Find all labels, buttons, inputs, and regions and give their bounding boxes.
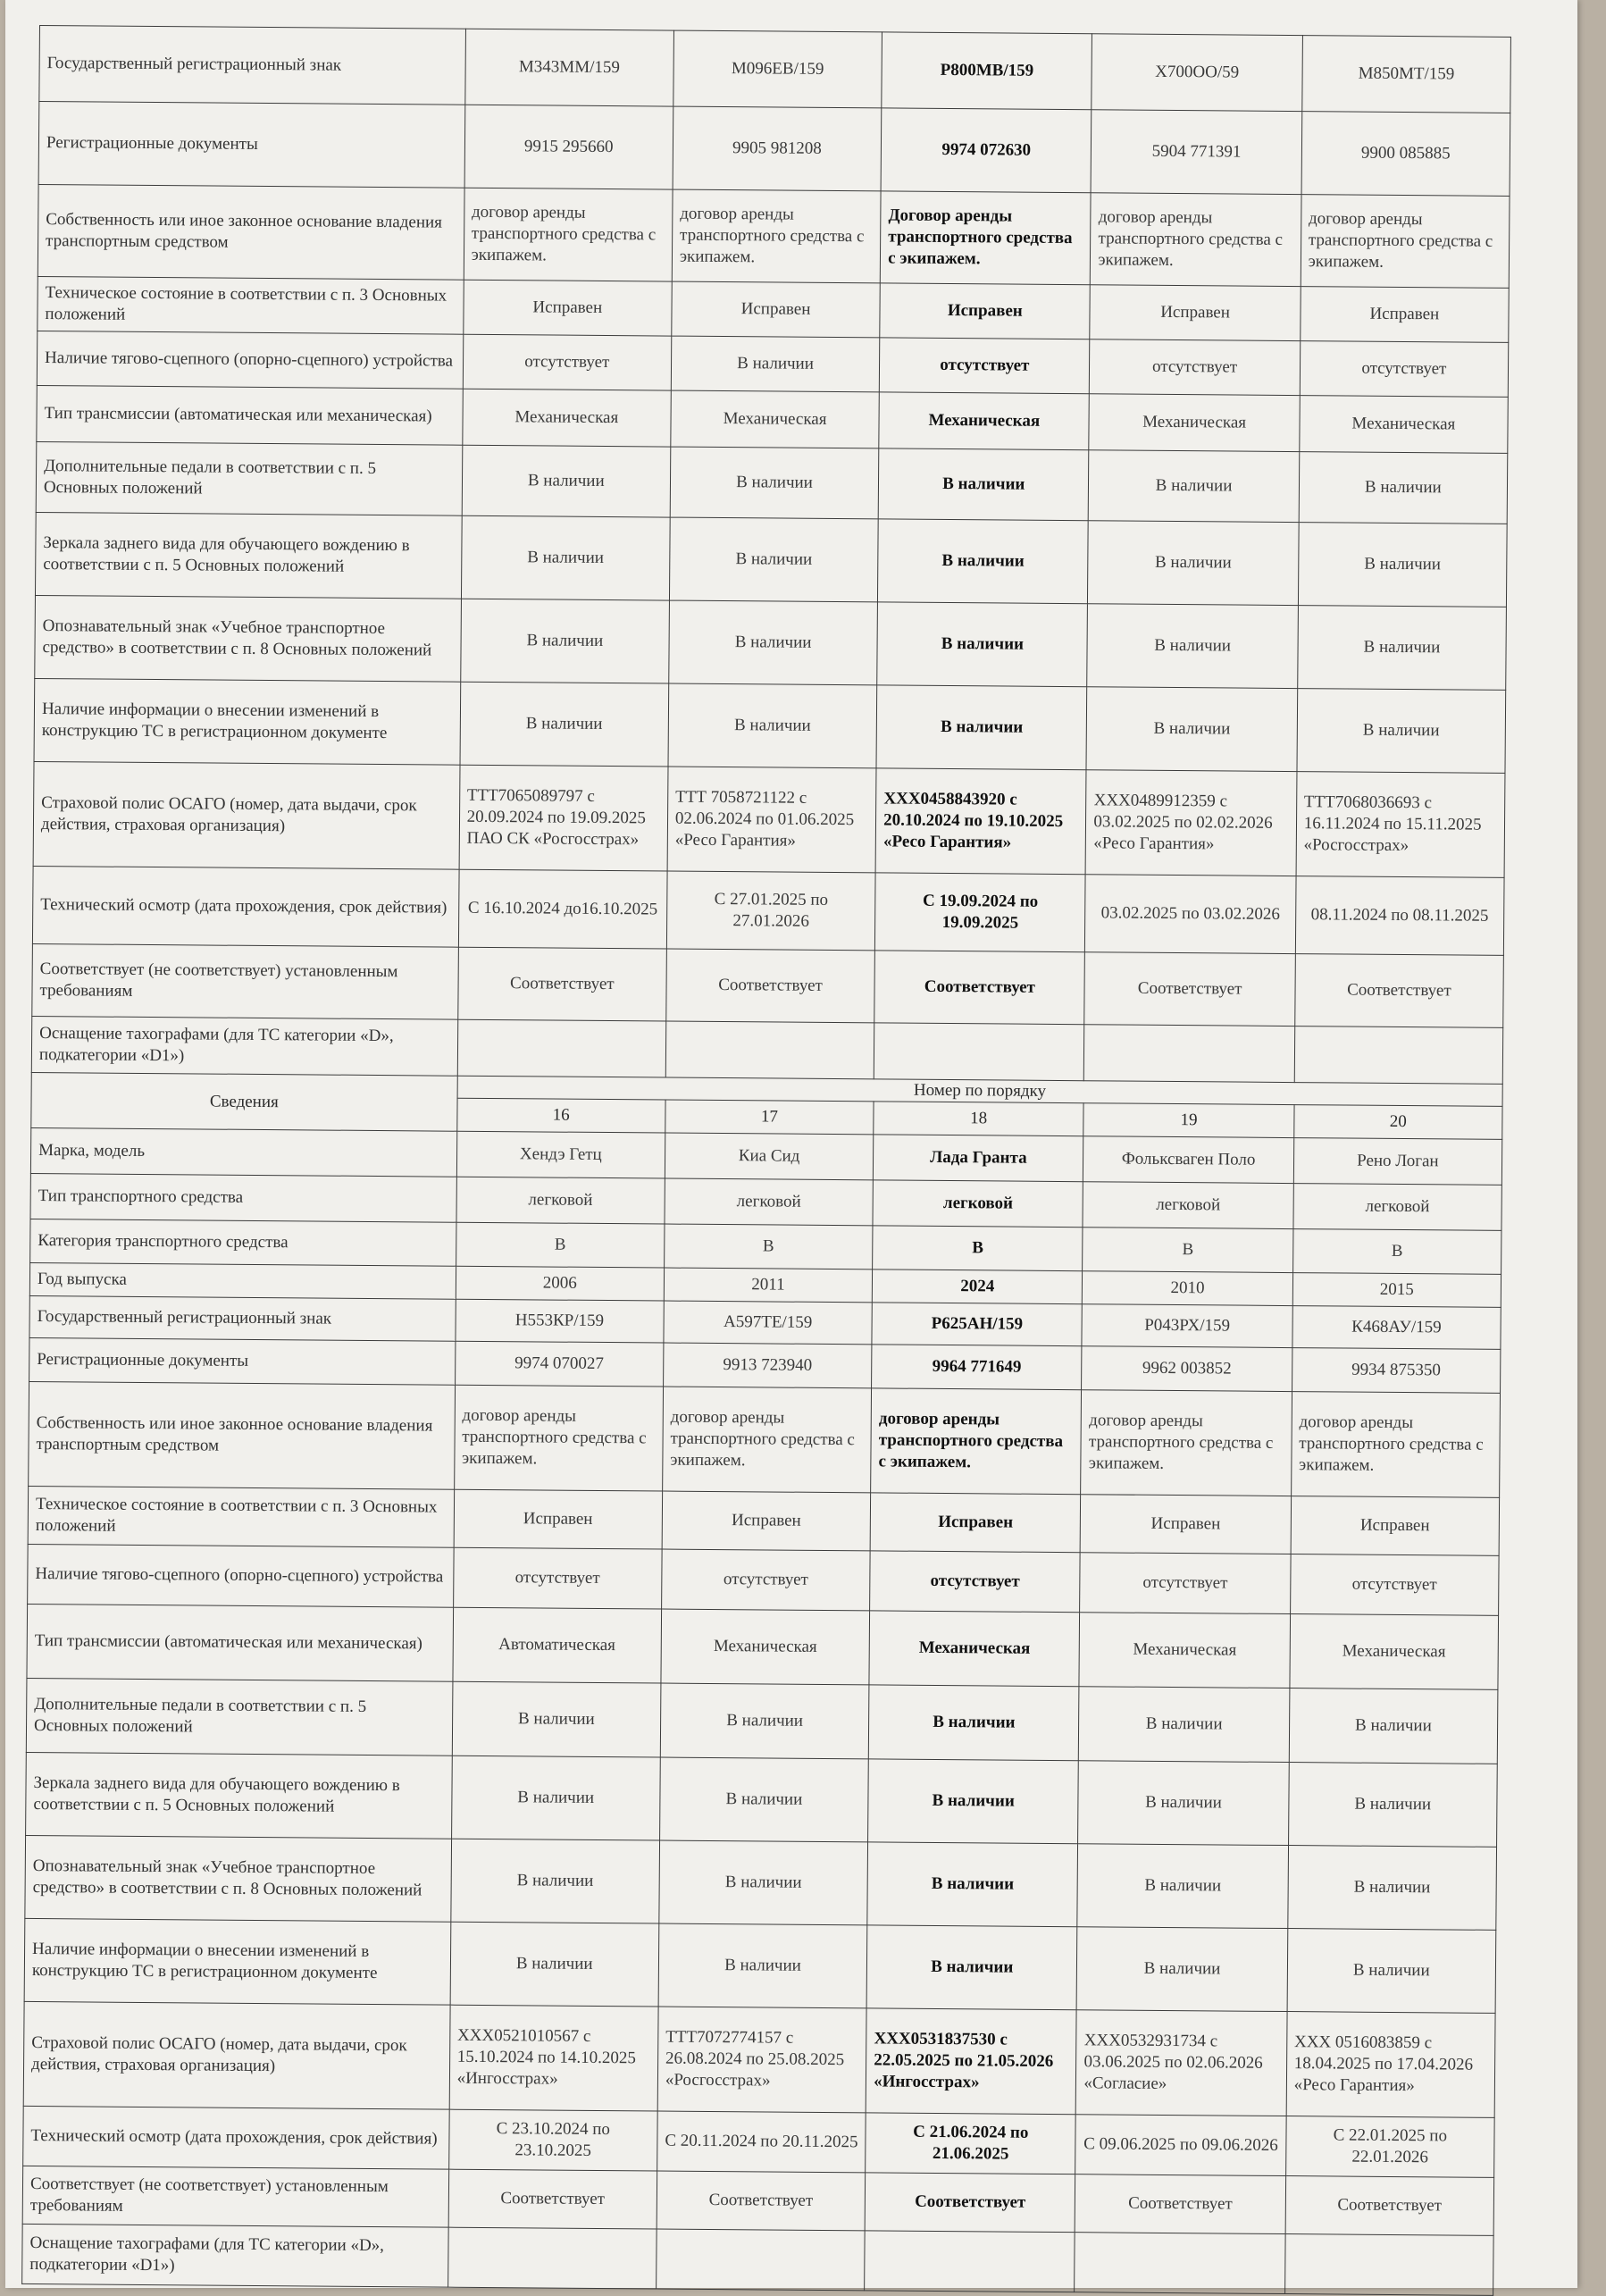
cell-vehicle-1: В наличии [450,1839,659,1923]
cell-vehicle-2: Исправен [672,281,881,338]
cell-vehicle-2: 9905 981208 [673,106,882,191]
cell-vehicle-4: 03.02.2025 по 03.02.2026 [1085,875,1296,954]
cell-vehicle-4: Соответствует [1075,2174,1286,2234]
cell-vehicle-4: С 09.06.2025 по 09.06.2026 [1075,2115,1286,2176]
cell-vehicle-5: С 22.01.2025 по 22.01.2026 [1285,2116,1494,2178]
number-cell-19: 19 [1083,1103,1294,1138]
cell-vehicle-1: С 23.10.2024 по 23.10.2025 [448,2109,657,2171]
cell-vehicle-1: Автоматическая [453,1608,662,1684]
table-row [29,1382,1501,1498]
cell-vehicle-1: В наличии [460,682,669,767]
cell-vehicle-4: В наличии [1077,1927,1288,2012]
cell-vehicle-5: договор аренды транспортного средства с экипажем. [1301,195,1510,289]
cell-vehicle-1: Н553КР/159 [456,1300,665,1344]
table-row [39,26,1511,113]
table-row [22,2225,1493,2296]
cell-vehicle-4: 2010 [1083,1271,1293,1306]
cell-vehicle-5: Механическая [1290,1614,1499,1690]
row-label: Тип трансмиссии (автоматическая или механическая) [27,1605,453,1682]
table-row [24,1919,1496,2014]
cell-vehicle-4: Соответствует [1084,952,1295,1026]
cell-vehicle-3: Лада Гранта [874,1135,1084,1182]
cell-vehicle-5: М850МТ/159 [1302,36,1511,113]
cell-vehicle-4: Механическая [1079,1613,1290,1688]
cell-vehicle-4: В наличии [1079,1687,1290,1763]
cell-vehicle-5: Исправен [1291,1496,1500,1556]
cell-vehicle-3: В наличии [878,519,1089,604]
cell-vehicle-4: ХХХ0532931734 с 03.06.2025 по 02.06.2026 «Согласие» [1076,2010,1287,2116]
cell-vehicle-5 [1284,2234,1493,2296]
row-label: Зеркала заднего вида для обучающего вождению в соответствии с п. 5 Основных положений [26,1753,452,1839]
cell-vehicle-1: легковой [456,1177,665,1225]
table-row [23,2002,1495,2118]
table-row [32,943,1504,1027]
number-cell-18: 18 [874,1102,1084,1136]
cell-vehicle-3 [874,1023,1084,1081]
cell-vehicle-5: В наличии [1287,1929,1496,2014]
cell-vehicle-4: В наличии [1087,604,1298,689]
cell-vehicle-2: 9913 723940 [663,1343,872,1388]
cell-vehicle-3: Соответствует [874,951,1085,1025]
cell-vehicle-2: Механическая [671,390,880,448]
paper-sheet [5,0,1577,2288]
cell-vehicle-2: С 20.11.2024 по 20.11.2025 [657,2111,866,2173]
cell-vehicle-2: 2011 [664,1268,873,1303]
cell-vehicle-2: Киа Сид [665,1133,874,1180]
cell-vehicle-5: В наличии [1288,1763,1497,1848]
cell-vehicle-2: В наличии [669,600,878,685]
cell-vehicle-4: Механическая [1089,394,1300,452]
table-section-vehicles-11-15 [31,26,1510,1085]
row-label: Регистрационные документы [38,102,464,189]
row-label: Наличие тягово-сцепного (опорно-сцепного) устройства [28,1545,454,1608]
row-label: Технический осмотр (дата прохождения, срок действия) [23,2107,449,2170]
cell-vehicle-2: Соответствует [666,949,875,1023]
row-label: Страховой полис ОСАГО (номер, дата выдачи, срок действия, страховая организация) [33,761,460,869]
cell-vehicle-1: договор аренды транспортного средства с экипажем. [464,188,673,281]
cell-vehicle-2: М096ЕВ/159 [673,30,882,108]
cell-vehicle-4: отсутствует [1090,339,1301,396]
cell-vehicle-2: В наличии [660,1683,869,1759]
cell-vehicle-1 [448,2227,657,2289]
row-label: Год выпуска [29,1263,456,1300]
row-label: Наличие информации о внесении изменений в конструкцию ТС в регистрационном документе [34,678,460,765]
cell-vehicle-1: Исправен [454,1490,663,1550]
cell-vehicle-4: 9962 003852 [1082,1346,1292,1392]
cell-vehicle-2: ТТТ 7058721122 с 02.06.2024 по 01.06.2025 «Ресо Гарантия» [667,767,876,873]
cell-vehicle-1: 9915 295660 [464,105,673,189]
cell-vehicle-5: отсутствует [1290,1554,1499,1616]
cell-vehicle-1 [457,1019,666,1077]
row-label: Тип транспортного средства [30,1174,456,1223]
cell-vehicle-4: ХХХ0489912359 с 03.02.2025 по 02.02.2026 «Ресо Гарантия» [1086,770,1297,876]
row-label: Соответствует (не соответствует) установленным требованиям [32,943,458,1019]
cell-vehicle-4: В наличии [1088,521,1299,606]
cell-vehicle-1: В наличии [452,1682,661,1758]
cell-vehicle-2: договор аренды транспортного средства с экипажем. [672,189,881,283]
cell-vehicle-2: отсутствует [662,1549,871,1611]
row-label: Регистрационные документы [29,1338,456,1386]
cell-vehicle-1: 9974 070027 [455,1342,664,1387]
cell-vehicle-3: В наличии [866,1925,1077,2010]
cell-vehicle-2: Механическая [661,1609,870,1685]
cell-vehicle-5: Соответствует [1285,2176,1494,2236]
table-row [38,102,1510,197]
cell-vehicle-4: В наличии [1078,1761,1289,1846]
cell-vehicle-3: В наличии [877,602,1088,687]
row-label: Наличие информации о внесении изменений в конструкцию ТС в регистрационном документе [24,1919,450,2006]
cell-vehicle-3: Механическая [869,1611,1080,1687]
cell-vehicle-1: В наличии [460,599,669,683]
svedeniya-header: Сведения [31,1072,457,1131]
cell-vehicle-4: В наличии [1089,450,1300,523]
cell-vehicle-2: А597ТЕ/159 [664,1301,873,1345]
row-label: Оснащение тахографами (для ТС категории «D», подкатегории «D1») [22,2225,448,2288]
cell-vehicle-1: М343ММ/159 [464,29,673,106]
cell-vehicle-3: договор аренды транспортного средства с экипажем. [871,1388,1082,1495]
table-row [34,678,1506,773]
cell-vehicle-1: B [456,1223,665,1269]
cell-vehicle-2: ТТТ7072774157 с 26.08.2024 по 25.08.2025 «Росгосстрах» [657,2007,866,2113]
cell-vehicle-4: Исправен [1090,285,1301,341]
cell-vehicle-5: В наличии [1298,523,1507,608]
cell-vehicle-5: В наличии [1299,452,1508,524]
cell-vehicle-4: 5904 771391 [1091,110,1301,195]
cell-vehicle-4: отсутствует [1080,1553,1291,1614]
cell-vehicle-1: отсутствует [463,334,672,390]
cell-vehicle-3: Соответствует [865,2173,1075,2233]
cell-vehicle-5: Исправен [1300,287,1509,343]
cell-vehicle-3: В наличии [878,448,1089,521]
row-label: Техническое состояние в соответствии с п. 3 Основных положений [38,276,464,334]
cell-vehicle-2: В наличии [658,1923,867,2008]
row-label: Собственность или иное законное основание владения транспортным средством [29,1382,456,1490]
table-row [35,595,1507,690]
cell-vehicle-3: С 19.09.2024 по 19.09.2025 [875,873,1086,952]
cell-vehicle-5: В наличии [1289,1688,1498,1764]
table-row [26,1753,1498,1848]
row-label: Оснащение тахографами (для ТС категории «D», подкатегории «D1») [31,1016,457,1076]
cell-vehicle-1: В наличии [450,1922,659,2007]
table-row [25,1836,1497,1931]
cell-vehicle-3 [865,2231,1075,2292]
cell-vehicle-4: В наличии [1086,687,1297,772]
cell-vehicle-3: ХХХ0531837530 с 22.05.2025 по 21.05.2026 «Ингосстрах» [866,2008,1076,2115]
cell-vehicle-4 [1084,1025,1295,1083]
cell-vehicle-3: 2024 [872,1270,1083,1304]
cell-vehicle-5: К468АУ/159 [1292,1306,1501,1350]
row-label: Техническое состояние в соответствии с п. 3 Основных положений [28,1487,454,1548]
row-label: Технический осмотр (дата прохождения, срок действия) [32,866,458,947]
cell-vehicle-3: В наличии [867,1842,1078,1927]
table-row [26,1679,1498,1764]
cell-vehicle-1: В наличии [462,445,671,517]
number-cell-17: 17 [665,1100,874,1135]
nomer-po-poryadku-header: Номер по порядку [457,1076,1503,1107]
table-row [38,184,1510,288]
row-label: Зеркала заднего вида для обучающего вождению в соответствии с п. 5 Основных положений [35,512,461,599]
cell-vehicle-2: договор аренды транспортного средства с экипажем. [663,1387,872,1493]
row-label: Дополнительные педали в соответствии с п. 5 Основных положений [26,1679,452,1756]
cell-vehicle-3: ХХХ0458843920 с 20.10.2024 по 19.10.2025 «Ресо Гарантия» [875,768,1086,875]
cell-vehicle-5: В наличии [1288,1846,1497,1931]
cell-vehicle-3: Р800МВ/159 [882,32,1092,110]
cell-vehicle-5: отсутствует [1300,341,1509,398]
cell-vehicle-4: Р043РХ/159 [1082,1304,1292,1348]
cell-vehicle-2: В наличии [669,517,878,602]
cell-vehicle-3: Исправен [880,283,1091,339]
cell-vehicle-5: В наличии [1297,689,1506,774]
number-cell-20: 20 [1293,1105,1502,1140]
row-label: Тип трансмиссии (автоматическая или механическая) [37,385,463,445]
cell-vehicle-1: Соответствует [448,2169,657,2229]
cell-vehicle-1: договор аренды транспортного средства с экипажем. [454,1386,663,1492]
cell-vehicle-5: B [1292,1229,1501,1275]
cell-vehicle-1: 2006 [456,1267,665,1302]
table-row [35,512,1507,607]
cell-vehicle-4: договор аренды транспортного средства с экипажем. [1081,1390,1292,1496]
cell-vehicle-3: Р625АН/159 [872,1303,1083,1346]
cell-vehicle-3: Механическая [879,392,1090,450]
row-label: Дополнительные педали в соответствии с п. 5 Основных положений [36,441,462,515]
cell-vehicle-2: В наличии [659,1840,868,1925]
cell-vehicle-2: Соответствует [657,2171,866,2231]
cell-vehicle-5: Механическая [1300,396,1509,454]
cell-vehicle-5: Соответствует [1294,954,1503,1028]
cell-vehicle-2 [657,2229,866,2291]
cell-vehicle-5: 2015 [1292,1273,1501,1308]
cell-vehicle-4: B [1083,1228,1293,1273]
cell-vehicle-5: 08.11.2024 по 08.11.2025 [1295,876,1504,956]
table-section-vehicles-16-20 [22,1128,1502,2296]
cell-vehicle-4: легковой [1083,1182,1293,1229]
cell-vehicle-3: Исправен [870,1493,1081,1553]
cell-vehicle-4: Исправен [1081,1495,1292,1554]
cell-vehicle-3: легковой [873,1180,1083,1228]
row-label: Наличие тягово-сцепного (опорно-сцепного) устройства [37,331,463,389]
row-label: Собственность или иное законное основание владения транспортным средством [38,184,464,280]
cell-vehicle-4: договор аренды транспортного средства с экипажем. [1091,193,1301,287]
table-row [36,441,1508,524]
vehicle-info-table [21,25,1511,2296]
cell-vehicle-1: отсутствует [453,1548,662,1610]
table-row [27,1605,1499,1690]
cell-vehicle-3: отсутствует [870,1551,1081,1613]
cell-vehicle-5: 9934 875350 [1292,1348,1501,1394]
cell-vehicle-2: В наличии [671,336,880,392]
cell-vehicle-1: Исправен [463,280,672,336]
cell-vehicle-2: Исправен [662,1491,871,1551]
cell-vehicle-3: Договор аренды транспортного средства с экипажем. [880,191,1091,285]
cell-vehicle-2: В наличии [668,683,877,768]
cell-vehicle-4: В наличии [1077,1844,1288,1929]
cell-vehicle-1: В наличии [451,1756,660,1841]
cell-vehicle-5: 9900 085885 [1301,112,1510,197]
cell-vehicle-2: B [665,1224,874,1270]
number-cell-16: 16 [456,1099,665,1134]
row-label: Соответствует (не соответствует) установленным требованиям [22,2166,448,2228]
cell-vehicle-5: ХХХ 0516083859 с 18.04.2025 по 17.04.2026 «Ресо Гарантия» [1286,2012,1495,2118]
cell-vehicle-1: Соответствует [457,947,666,1021]
row-label: Страховой полис ОСАГО (номер, дата выдачи, срок действия, страховая организация) [23,2002,450,2110]
table-row [32,866,1504,955]
cell-vehicle-3: отсутствует [879,338,1090,394]
cell-vehicle-1: С 16.10.2024 до16.10.2025 [458,869,667,949]
cell-vehicle-1: ТТТ7065089797 с 20.09.2024 по 19.09.2025 ПАО СК «Росгосстрах» [459,765,668,871]
cell-vehicle-3: С 21.06.2024 по 21.06.2025 [866,2113,1076,2174]
row-label: Марка, модель [30,1128,456,1177]
cell-vehicle-3: 9974 072630 [881,108,1092,193]
cell-vehicle-5: Рено Логан [1293,1138,1502,1186]
cell-vehicle-5: ТТТ7068036693 с 16.11.2024 по 15.11.2025 «Росгосстрах» [1296,772,1505,878]
cell-vehicle-4: Фольксваген Поло [1083,1136,1294,1184]
cell-vehicle-2: С 27.01.2025 по 27.01.2026 [666,871,875,951]
cell-vehicle-5: В наличии [1297,606,1506,691]
cell-vehicle-3: В наличии [868,1759,1079,1844]
row-label: Государственный регистрационный знак [29,1296,456,1342]
cell-vehicle-4: Х700ОО/59 [1092,34,1302,112]
cell-vehicle-2 [665,1021,874,1079]
table-row [33,761,1505,877]
cell-vehicle-1: В наличии [461,515,670,600]
cell-vehicle-3: В наличии [876,685,1087,770]
cell-vehicle-5 [1294,1026,1503,1085]
row-label: Опознавательный знак «Учебное транспортное средство» в соответствии с п. 8 Основных положений [25,1836,451,1923]
cell-vehicle-1: Механическая [462,389,671,447]
row-label: Опознавательный знак «Учебное транспортное средство» в соответствии с п. 8 Основных положений [35,595,461,682]
cell-vehicle-1: Хендэ Гетц [456,1132,665,1179]
row-label: Государственный регистрационный знак [39,26,465,105]
cell-vehicle-1: ХХХ0521010567 с 15.10.2024 по 14.10.2025 «Ингосстрах» [449,2005,658,2111]
cell-vehicle-5: легковой [1293,1184,1502,1231]
cell-vehicle-2: легковой [665,1178,874,1226]
cell-vehicle-2: В наличии [659,1757,868,1842]
vehicles-table [21,25,1511,2296]
row-label: Категория транспортного средства [30,1219,456,1267]
cell-vehicle-2: В наличии [670,447,879,519]
cell-vehicle-3: B [873,1226,1083,1271]
cell-vehicle-4 [1075,2233,1285,2294]
cell-vehicle-5: договор аренды транспортного средства с экипажем. [1291,1392,1500,1498]
cell-vehicle-3: В наличии [868,1685,1079,1761]
cell-vehicle-3: 9964 771649 [872,1345,1083,1390]
